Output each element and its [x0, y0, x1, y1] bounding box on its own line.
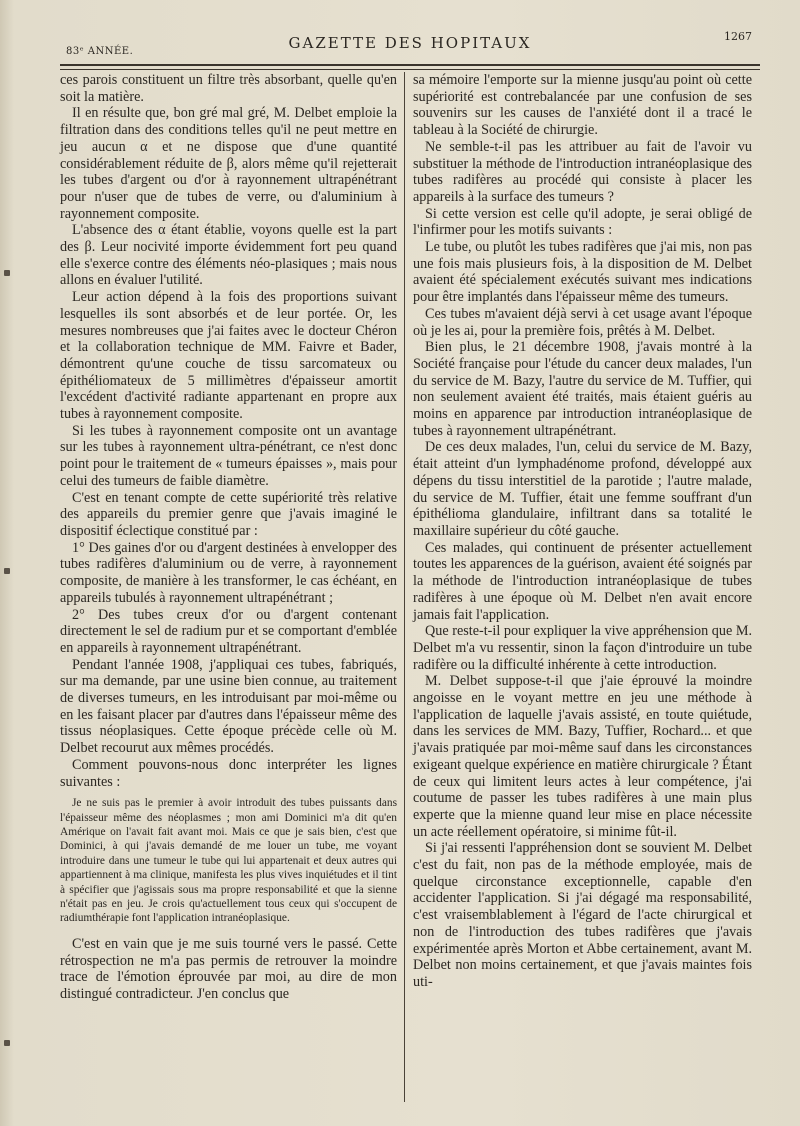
paragraph: Que reste-t-il pour expliquer la vive appréhension que M. Delbet m'a vu ressentir, sinon la façon d'introduire un tube radifère ou la difficulté inhérente à cette introduction.	[413, 623, 752, 673]
paragraph: Ces tubes m'avaient déjà servi à cet usage avant l'époque où je les ai, pour la première fois, prêtés à M. Delbet.	[413, 305, 752, 339]
paragraph: Si j'ai ressenti l'appréhension dont se souvient M. Delbet c'est du fait, non pas de la méthode employée, mais de quelque circonstance exceptionnelle, capable d'en accidenter l'application. Si j'ai dégagé ma responsabilité, c'est vraisemblablement à l'égard de l'acte chirurgical et non de l'introduction des tubes radifères que j'avais expérimentée après Morton et Abbe certainement, avant M. Delbet non moins certainement, et que j'avais maintes fois uti-	[413, 840, 752, 990]
header-rule-thin	[60, 69, 760, 70]
paragraph: C'est en tenant compte de cette supériorité très relative des appareils du premier genre que j'avais imaginé le dispositif éclectique constitué par :	[60, 489, 397, 539]
paragraph: De ces deux malades, l'un, celui du service de M. Bazy, était atteint d'un lymphadénome profond, développé aux dépens du tissu interstitiel de la parotide ; l'autre malade, du service de M. Tuffier, était une femme souffrant d'un épithélioma glandulaire, infiltrant dans sa totalité le maxillaire supérieur du côté gauche.	[413, 439, 752, 539]
paragraph: 1° Des gaines d'or ou d'argent destinées à envelopper des tubes radifères d'aluminium ou de verre, à rayonnement composite, de manière à les transformer, le cas échéant, en appareils tubulés à rayonnement ultrapénétrant ;	[60, 539, 397, 606]
paragraph: Si cette version est celle qu'il adopte, je serai obligé de l'infirmer pour les motifs suivants :	[413, 205, 752, 239]
header-rule-thick	[60, 64, 760, 66]
paragraph: Bien plus, le 21 décembre 1908, j'avais montré à la Société française pour l'étude du cancer deux malades, l'un du service de M. Bazy, l'autre du service de M. Tuffier, qui non seulement avaient été traités, mais étaient guéris au moins en apparence par introduction intranéoplasique de tubes à rayonnement ultrapénétrant.	[413, 339, 752, 439]
paragraph: ces parois constituent un filtre très absorbant, quelle qu'en soit la matière.	[60, 72, 397, 105]
paragraph: Il en résulte que, bon gré mal gré, M. Delbet emploie la filtration dans des conditions telles qu'il ne peut mettre en jeu aucun α et ne dispose que d'une quantité considérablement réduite de β, alors même qu'il rejetterait les tubes d'argent ou d'or à rayonnement ultrapénétrant pour n'user que de tubes de verre, ou d'aluminium à rayonnement composite.	[60, 105, 397, 222]
paragraph: M. Delbet suppose-t-il que j'aie éprouvé la moindre angoisse en le voyant mettre en jeu une méthode à l'application de laquelle j'avais assisté, en toute quiétude, dans les services de MM. Bazy, Tuffier, Rochard... et que j'avais pratiquée par moi-même sauf dans les circonstances exigeant quelque expérience en matière chirurgicale ? Étant de ceux qui limitent leurs actes à leur compétence, j'ai coutume de passer les tubes radifères à une main plus experte que la mienne quand leur mise en place nécessite un acte réellement opératoire, si minime fût-il.	[413, 673, 752, 840]
column-divider	[404, 72, 405, 1102]
paragraph: sa mémoire l'emporte sur la mienne jusqu'au point où cette supériorité est contrebalancée par une confusion de ses souvenirs sur les causes de l'anxiété dont il a tracé le tableau à la Société de chirurgie.	[413, 72, 752, 139]
paragraph: Ces malades, qui continuent de présenter actuellement toutes les apparences de la guérison, avaient été soignés par la méthode de l'introduction intranéoplasique de tubes radifères à une époque où M. Delbet n'en avait encore jamais fait l'application.	[413, 539, 752, 623]
block-quote: Je ne suis pas le premier à avoir introduit des tubes puissants dans l'épaisseur même des néoplasmes ; mon ami Dominici m'a dit qu'en Amérique on l'avait fait avant moi. Mais ce que je sais bien, c'est que Dominici, à qui j'avais demandé de me louer un tube, me voyant introduire dans une tumeur le tube qui lui appartenait et deux autres qui appartiennent à ma clinique, manifesta les plus vives inquiétudes et il tint à spécifier que j'agissais sous ma propre responsabilité et que la sienne n'était pas en jeu. Je crois qu'actuellement tous ceux qui s'occupent de radiumthérapie font l'application intranéoplasique.	[60, 797, 397, 925]
paragraph: Ne semble-t-il pas les attribuer au fait de l'avoir vu substituer la méthode de l'introduction intranéoplasique des tubes radifères au procédé qui consiste à placer les appareils à la surface des tumeurs ?	[413, 138, 752, 205]
issue-label: 83ᵉ ANNÉE.	[66, 46, 134, 57]
binding-mark	[4, 1040, 10, 1046]
page-number: 1267	[724, 30, 752, 43]
page-header	[60, 28, 760, 58]
paragraph: Leur action dépend à la fois des proportions suivant lesquelles ils sont absorbés et de leur portée. Or, les mesures nombreuses que j'ai faites avec le docteur Chéron et la collaboration technique de MM. Faivre et Bader, démontrent qu'une couche de tissu sarcomateux ou épithéliomateux de 5 millimètres d'épaisseur amortit l'excédent d'activité radiante appartenant en propre aux tubes à rayonnement composite.	[60, 289, 397, 423]
right-column	[413, 72, 752, 991]
paragraph: Comment pouvons-nous donc interpréter les lignes suivantes :	[60, 756, 397, 790]
paragraph: Si les tubes à rayonnement composite ont un avantage sur les tubes à rayonnement ultra-pénétrant, ce n'est donc point pour le traitement de « tumeurs épaisses », mais pour celui des tumeurs de faible diamètre.	[60, 422, 397, 489]
paragraph: Le tube, ou plutôt les tubes radifères que j'ai mis, non pas une fois mais plusieurs fois, à la disposition de M. Delbet avaient été spécialement exécutés suivant mes indications pour être implantés dans l'épaisseur même des tumeurs.	[413, 239, 752, 306]
journal-title: GAZETTE DES HOPITAUX	[288, 34, 532, 52]
paragraph: C'est en vain que je me suis tourné vers le passé. Cette rétrospection ne m'a pas permis de retrouver la moindre trace de l'émotion éprouvée par moi, au dire de mon distingué contradicteur. J'en conclus que	[60, 935, 397, 1002]
paragraph: Pendant l'année 1908, j'appliquai ces tubes, fabriqués, sur ma demande, par une usine bien connue, au traitement de diverses tumeurs, en les introduisant par moi-même ou en les faisant placer par d'autres dans l'épaisseur même des tissus néoplasiques. Cette époque précède celle où M. Delbet recourut aux mêmes procédés.	[60, 656, 397, 757]
paragraph: L'absence des α étant établie, voyons quelle est la part des β. Leur nocivité importe évidemment fort peu quand elle s'exerce contre des éléments néo-plasiques ; mais nous allons en évaluer l'utilité.	[60, 222, 397, 289]
paragraph: 2° Des tubes creux d'or ou d'argent contenant directement le sel de radium pur et se comportant d'emblée en appareils à rayonnement ultrapénétrant.	[60, 606, 397, 656]
left-column	[60, 72, 397, 1003]
binding-mark	[4, 270, 10, 276]
binding-mark	[4, 568, 10, 574]
